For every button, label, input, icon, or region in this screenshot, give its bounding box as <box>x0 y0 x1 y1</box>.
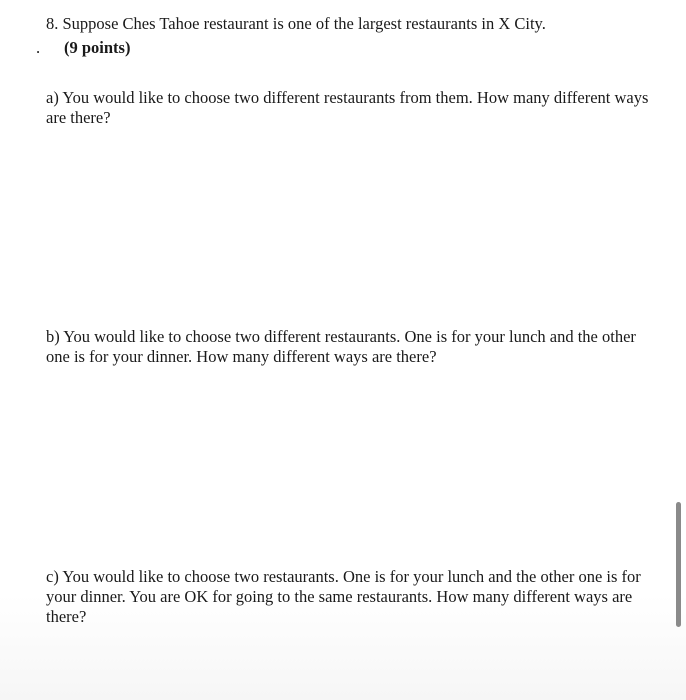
part-c-text: c) You would like to choose two restaurants. One is for your lunch and the other one is for your dinner. You are OK for going to the same restaurants. How many different ways are there? <box>46 567 641 626</box>
bullet-mark: . <box>36 38 41 57</box>
part-a-text: a) You would like to choose two different restaurants from them. How many different ways are there? <box>46 88 649 127</box>
question-header: 8. Suppose Ches Tahoe restaurant is one of the largest restaurants in X City. <box>46 14 546 33</box>
points-label: (9 points) <box>64 38 131 57</box>
scrollbar-thumb[interactable] <box>676 502 681 627</box>
points-line <box>36 38 130 58</box>
part-b-text: b) You would like to choose two different restaurants. One is for your lunch and the other one is for your dinner. How many different ways are there? <box>46 327 636 366</box>
